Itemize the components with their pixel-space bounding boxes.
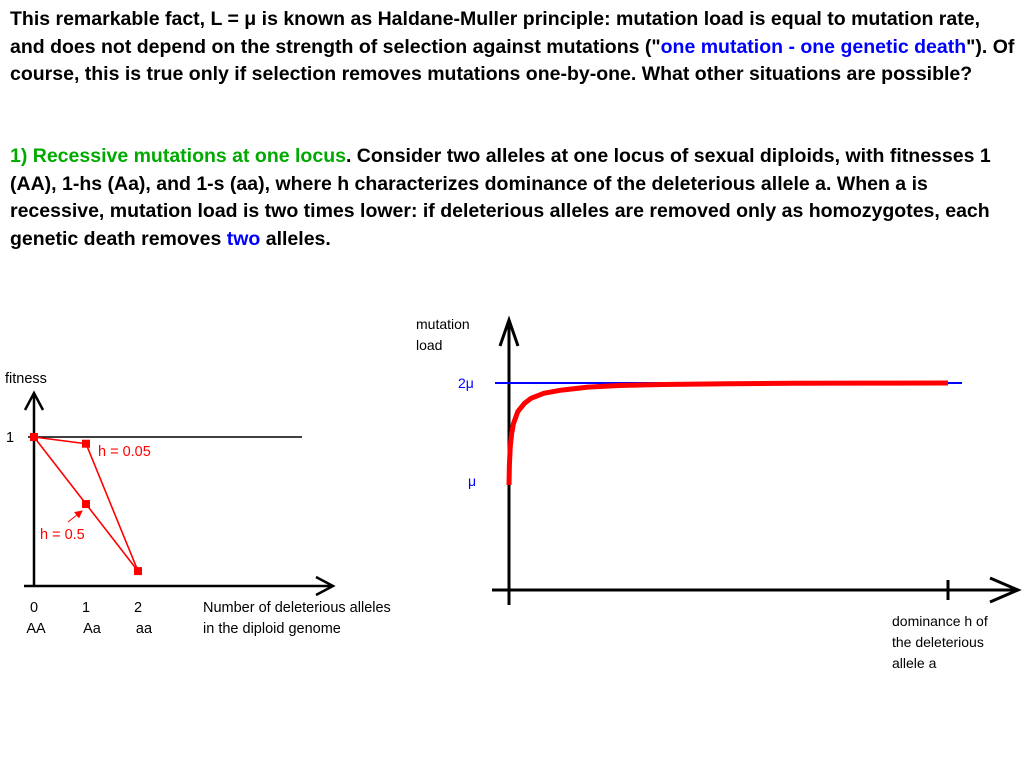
data-point bbox=[134, 567, 142, 575]
recessive-text-b: alleles. bbox=[260, 227, 331, 250]
series-label-h-0-05: h = 0.05 bbox=[98, 444, 151, 460]
mutation-load-chart bbox=[416, 300, 1000, 700]
y-tick-label-2mu: 2μ bbox=[458, 375, 474, 391]
intro-text-b: is known as Haldane-Muller principle: mutation load is equal to mutation rate, and does not depend on the strength of selection against mutations (" bbox=[10, 8, 981, 58]
y-axis-label-line-1: mutation bbox=[416, 316, 470, 332]
recessive-paragraph bbox=[10, 143, 1015, 253]
y-tick-label-mu: μ bbox=[468, 473, 477, 489]
x-tick-label-0: 0 bbox=[29, 600, 39, 616]
x-tick-label-2: 2 bbox=[133, 600, 143, 616]
x-tick-sublabel-2: aa bbox=[135, 621, 153, 637]
intro-paragraph bbox=[10, 6, 1015, 89]
y-tick-label-1: 1 bbox=[6, 430, 15, 446]
x-axis-label-line-2: the deleterious bbox=[892, 634, 984, 650]
mu-symbol: μ bbox=[244, 8, 257, 30]
intro-text-c: "). Of course, this is true only if selection removes mutations one-by-one. What other situations are possible? bbox=[10, 35, 1015, 85]
fitness-chart bbox=[0, 360, 460, 660]
highlight-one-mutation: one mutation - one genetic death bbox=[660, 35, 967, 58]
highlight-two: two bbox=[226, 227, 261, 250]
y-axis-label: fitness bbox=[5, 371, 47, 387]
section-heading: 1) Recessive mutations at one locus bbox=[10, 145, 346, 167]
recessive-text-a: . Consider two alleles at one locus of sexual diploids, with fitnesses 1 (AA), 1-hs (Aa), and 1-s (aa), where h characterizes dominance of the deleterious allele a. When a is recessive, mutation load is two times lower: if deleterious alleles are removed only as homozygotes, each genetic death removes bbox=[10, 145, 991, 250]
x-axis-label-line-3: allele a bbox=[892, 655, 937, 671]
data-point bbox=[82, 440, 90, 448]
x-axis-label-line-1: dominance h of bbox=[892, 613, 988, 629]
x-tick-sublabel-1: Aa bbox=[83, 621, 101, 637]
x-tick-label-1: 1 bbox=[81, 600, 91, 616]
intro-text-a: This remarkable fact, L = bbox=[10, 8, 245, 30]
y-axis-label-line-2: load bbox=[416, 337, 443, 353]
series-label-h-0-5: h = 0.5 bbox=[40, 527, 85, 543]
x-tick-sublabel-0: AA bbox=[26, 621, 46, 637]
data-point bbox=[82, 500, 90, 508]
mutation-load-curve bbox=[509, 383, 948, 485]
series-label-arrow bbox=[68, 511, 82, 522]
x-axis-label-line-1: Number of deleterious alleles bbox=[203, 600, 391, 616]
mutation-load-chart-axes bbox=[492, 320, 1018, 605]
x-axis-label-line-2: in the diploid genome bbox=[203, 621, 341, 637]
fitness-chart-axes bbox=[24, 393, 333, 595]
data-point bbox=[30, 433, 38, 441]
